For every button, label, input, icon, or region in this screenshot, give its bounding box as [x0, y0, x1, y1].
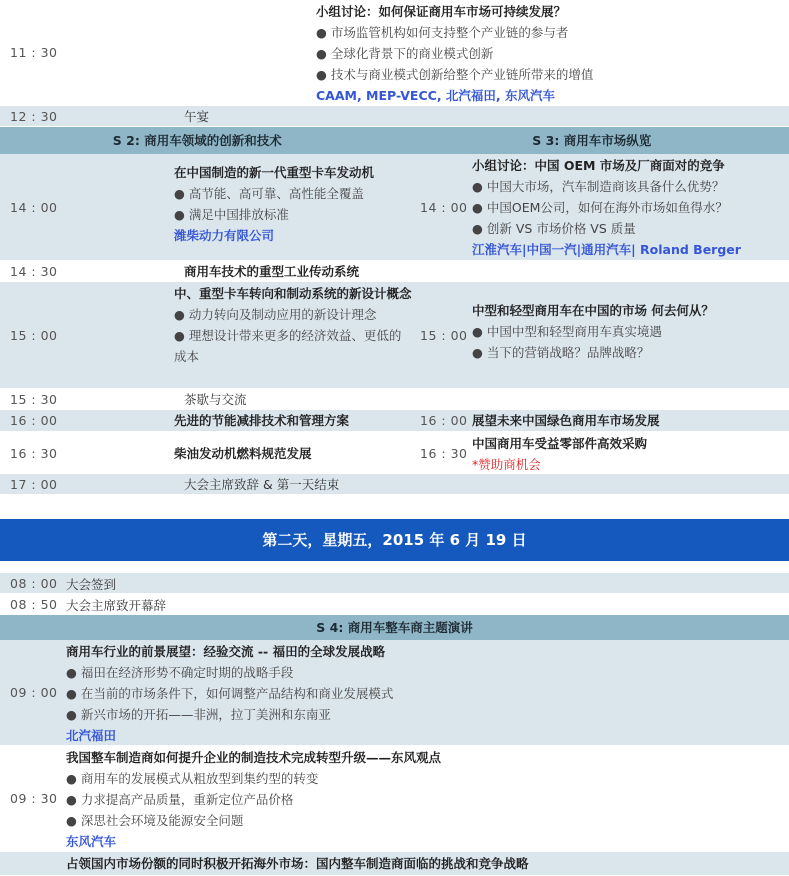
track-header-s3: S 3: 商用车市场纵览	[532, 133, 652, 148]
time-label: 14 : 00	[420, 199, 468, 215]
track-header-s4: S 4: 商用车整车商主题演讲	[0, 615, 789, 640]
time-label: 15 : 00	[420, 327, 468, 343]
speaker-orgs: 江淮汽车|中国一汽|通用汽车| Roland Berger	[472, 242, 741, 257]
speaker-org: 北汽福田	[66, 728, 117, 743]
bullet-item: ● 中国OEM公司，如何在海外市场如鱼得水？	[472, 200, 728, 215]
agenda-row-0800	[0, 573, 789, 594]
session-title: 展望未来中国绿色商用车市场发展	[472, 413, 660, 428]
bullet-item: ● 市场监管机构如何支持整个产业链的参与者	[316, 25, 569, 40]
time-label: 11 : 30	[10, 45, 58, 60]
session-title: 先进的节能减排技术和管理方案	[174, 413, 350, 428]
bullet-item: ● 理想设计带来更多的经济效益、更低的成本	[174, 328, 402, 364]
bullet-item: ● 动力转向及制动应用的新设计理念	[174, 307, 377, 322]
session-title: 大会签到	[66, 577, 117, 592]
agenda-row-1700	[0, 474, 789, 495]
time-label: 14 : 30	[10, 263, 58, 279]
agenda-row-1600	[0, 410, 789, 432]
time-label: 15 : 00	[10, 327, 58, 343]
time-label: 14 : 00	[10, 199, 58, 215]
speaker-orgs: CAAM, MEP-VECC, 北汽福田, 东风汽车	[316, 88, 556, 103]
bullet-item: ● 福田在经济形势不确定时期的战略手段	[66, 665, 294, 680]
session-title: 柴油发动机燃料规范发展	[174, 445, 312, 461]
session-title: 商用车技术的重型工业传动系统	[184, 264, 360, 279]
session-title: 中型和轻型商用车在中国的市场 何去何从？	[472, 303, 714, 318]
session-title: 小组讨论：中国 OEM 市场及厂商面对的竞争	[472, 158, 725, 173]
time-label: 16 : 30	[10, 445, 58, 461]
bullet-item: ● 创新 VS 市场价格 VS 质量	[472, 221, 636, 236]
bullet-item: ● 力求提高产品质量，重新定位产品价格	[66, 792, 294, 807]
agenda-row-1530	[0, 389, 789, 410]
session-content	[68, 0, 786, 105]
session-content	[472, 432, 647, 474]
time-label: 09 : 30	[10, 791, 58, 806]
session-content	[66, 746, 441, 851]
agenda-row-0930	[0, 746, 789, 852]
bullet-item: ● 技术与商业模式创新给整个产业链所带来的增值	[316, 67, 594, 82]
session-title: 在中国制造的新一代重型卡车发动机	[174, 165, 375, 180]
spacer	[0, 495, 789, 519]
session-title: 大会主席致开幕辞	[66, 598, 167, 613]
time-label: 16 : 00	[10, 413, 58, 428]
speaker-org: 东风汽车	[66, 834, 117, 849]
time-label: 09 : 00	[10, 685, 58, 700]
time-label: 17 : 00	[10, 476, 58, 492]
session-title: 我国整车制造商如何提升企业的制造技术完成转型升级——东风观点	[66, 750, 442, 765]
agenda-row-0900	[0, 640, 789, 746]
bullet-item: ● 在当前的市场条件下，如何调整产品结构和商业发展模式	[66, 686, 394, 701]
session-content	[66, 640, 393, 745]
time-label: 08 : 50	[10, 596, 58, 612]
bullet-item: ● 新兴市场的开拓——非洲，拉丁美洲和东南亚	[66, 707, 331, 722]
bullet-item: ● 高节能、高可靠、高性能全覆盖	[174, 186, 364, 201]
agenda-row-1630	[0, 432, 789, 474]
session-title: 午宴	[184, 109, 210, 124]
agenda-row-1130	[0, 0, 789, 106]
time-label: 08 : 00	[10, 575, 58, 591]
time-label	[0, 852, 66, 875]
session-title: 商用车行业的前景展望：经验交流 -- 福田的全球发展战略	[66, 644, 386, 659]
bullet-item: ● 当下的营销战略？品牌战略？	[472, 345, 650, 360]
bullet-item: ● 中国大市场，汽车制造商该具备什么优势？	[472, 179, 725, 194]
time-label: 15 : 30	[10, 391, 58, 407]
session-title: 中、重型卡车转向和制动系统的新设计概念	[174, 286, 412, 301]
time-label: 12 : 30	[10, 108, 58, 124]
agenda-row-next	[0, 852, 789, 876]
session-title: 大会主席致辞 & 第一天结束	[184, 477, 340, 492]
agenda-row-1400	[0, 154, 789, 261]
agenda-row-1500	[0, 282, 789, 389]
session-content	[472, 282, 714, 388]
time-label: 16 : 30	[420, 445, 468, 461]
session-title: 中国商用车受益零部件高效采购	[472, 436, 648, 451]
session-title: 小组讨论：如何保证商用车市场可持续发展？	[316, 4, 567, 19]
session-content	[472, 154, 741, 260]
session-content	[68, 282, 412, 388]
agenda-row-1230	[0, 106, 789, 127]
bullet-item: ● 全球化背景下的商业模式创新	[316, 46, 494, 61]
session-content	[68, 154, 419, 260]
track-header-s2: S 2: 商用车领域的创新和技术	[112, 133, 282, 148]
speaker-org: 潍柴动力有限公司	[174, 228, 275, 243]
time-label: 16 : 00	[420, 413, 468, 428]
track-header-row	[0, 127, 789, 154]
bullet-item: ● 深思社会环境及能源安全问题	[66, 813, 244, 828]
agenda-row-0850	[0, 594, 789, 615]
session-title: 占领国内市场份额的同时积极开拓海外市场：国内整车制造商面临的挑战和竞争战略	[66, 856, 529, 871]
bullet-item: ● 满足中国排放标准	[174, 207, 289, 222]
agenda-row-1430	[0, 261, 789, 282]
bullet-item: ● 中国中型和轻型商用车真实境遇	[472, 324, 662, 339]
day-banner: 第二天，星期五，2015 年 6 月 19 日	[0, 519, 789, 561]
sponsor-note: *赞助商机会	[472, 457, 541, 472]
bullet-item: ● 商用车的发展模式从粗放型到集约型的转变	[66, 771, 319, 786]
session-title: 茶歇与交流	[184, 392, 247, 407]
